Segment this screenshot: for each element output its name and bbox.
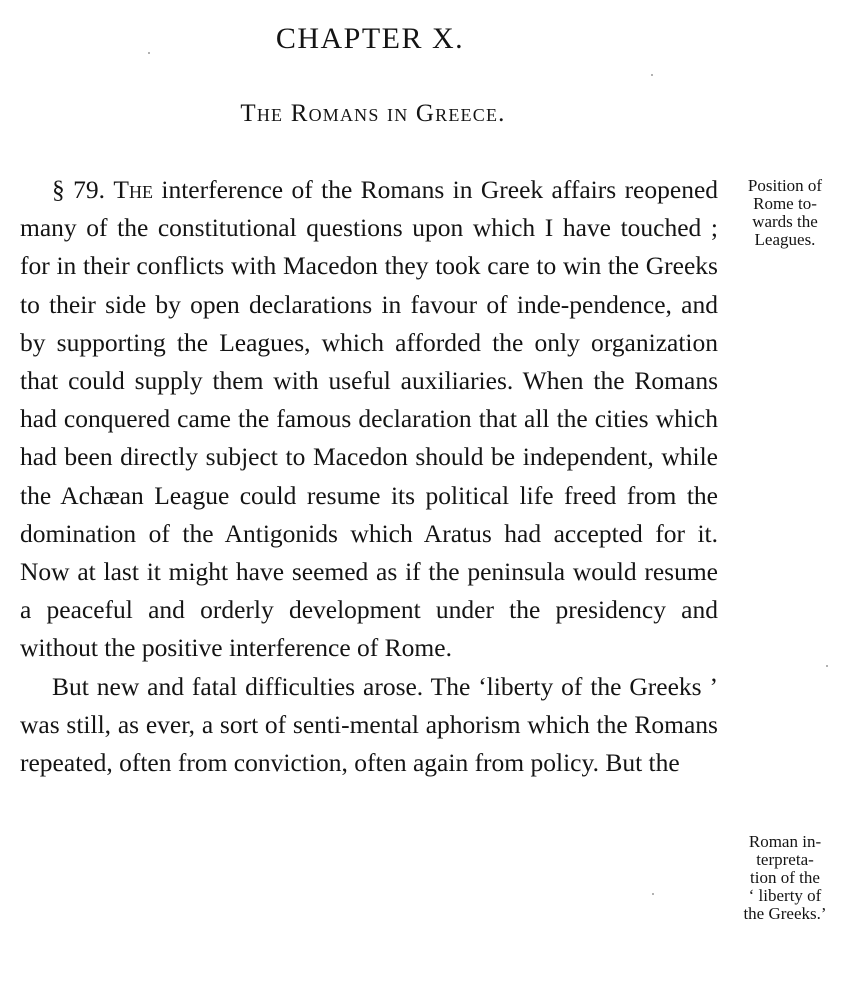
sidenote-line: wards the [752,212,818,231]
sidenote-line: terpreta- [756,850,814,869]
sidenote-line: the Greeks.’ [743,904,827,923]
paragraph-2 [20,668,718,783]
sidenote-position-of-rome [722,177,848,249]
print-speck [651,74,653,76]
section-mark: § 79. [52,175,106,204]
sidenote-line: Position of [747,176,823,195]
print-speck [148,52,150,54]
paragraph-2-text: But new and fatal difficulties arose. The ‘liberty of the Greeks ’ was still, as ever, a sort of senti-mental aphorism which the Romans repeated, often from conviction, often again from policy. But the [20,671,718,778]
body-text [20,171,718,782]
sidenote-line: Rome to- [753,194,817,213]
paragraph-1 [20,171,718,668]
sidenote-line: tion of the [750,868,820,887]
chapter-heading: CHAPTER X. [275,22,465,55]
paragraph-1-text: interference of the Romans in Greek affairs reopened many of the constitutional questions upon which I have touched ; for in their conflicts with Macedon they took care to win the Greeks to their side by open declarations in favour of inde-pendence, and by supporting the Leagues, which afforded the only organization that could supply them with useful auxiliaries. When the Romans had conquered came the famous declaration that all the cities which had been directly subject to Macedon should be independent, while the Achæan League could resume its political life freed from the domination of the Antigonids which Aratus had accepted for it. Now at last it might have seemed as if the peninsula would resume a peaceful and orderly development under the presidency and without the positive interference of Rome. [20,175,719,663]
sidenote-roman-interpretation [722,833,848,923]
sidenote-line: Leagues. [754,230,816,249]
chapter-title: The Romans in Greece. [240,100,506,127]
lead-word: The [113,175,153,204]
sidenote-line: ‘ liberty of [748,886,822,905]
print-speck [826,665,828,667]
print-speck [652,893,654,895]
sidenote-line: Roman in- [748,832,822,851]
